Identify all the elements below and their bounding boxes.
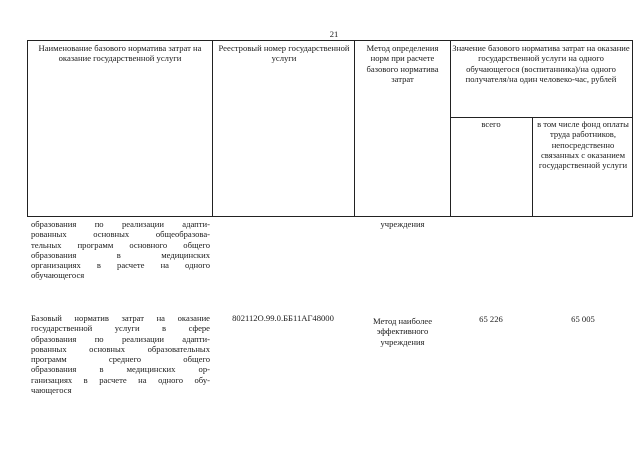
row-1-name-line: образования по реализации адапти- bbox=[31, 219, 210, 229]
table-top-border bbox=[27, 40, 633, 41]
row-1-name-line: тельных программ основного общего bbox=[31, 239, 210, 250]
header-name-cell bbox=[30, 43, 210, 64]
column-divider-1 bbox=[212, 40, 213, 217]
subheader-divider bbox=[450, 117, 633, 118]
row-2-method-line: эффективного bbox=[376, 326, 429, 337]
header-registry-cell bbox=[218, 43, 350, 64]
row-1-name-line: образования в медицинских bbox=[31, 249, 210, 260]
row-2-name-line: государственной услуги в сфере bbox=[31, 323, 210, 334]
table-left-border bbox=[27, 40, 28, 217]
header-method-text: Метод определения норм при расчете базового норматива затрат bbox=[366, 43, 439, 84]
row-1-name-line: рованных основных общеобразова- bbox=[31, 229, 210, 240]
page-number: 21 bbox=[329, 29, 339, 39]
column-divider-3 bbox=[450, 40, 451, 217]
row-2-name-line: Базовый норматив затрат на оказание bbox=[31, 313, 210, 323]
row-2-name-line: ганизациях в расчете на одного обу- bbox=[31, 374, 210, 385]
header-value-text: Значение базового норматива затрат на оказание государственной услуги на одного обучающегося (воспитанника)/на одного получателя/на один человеко-час, рублей bbox=[452, 43, 630, 84]
row-2-registry-number: 802112О.99.0.ББ11АГ48000 bbox=[232, 313, 334, 323]
row-2-name-line: программ среднего общего bbox=[31, 354, 210, 365]
header-fund-cell bbox=[536, 119, 630, 170]
table-bottom-border bbox=[27, 216, 633, 217]
row-2-name-line: образования по реализации адапти- bbox=[31, 333, 210, 344]
row-1-name-line: организациях в расчете на одного bbox=[31, 260, 210, 271]
column-divider-2 bbox=[354, 40, 355, 217]
header-value-cell bbox=[452, 43, 630, 84]
header-fund-text: в том числе фонд оплаты труда работников, непосредственно связанных с оказанием государственной услуги bbox=[537, 119, 629, 171]
header-registry-text: Реестровый номер государственной услуги bbox=[218, 43, 350, 64]
row-1-method-line: учреждения bbox=[380, 219, 425, 229]
row-2-fund-cell bbox=[536, 314, 630, 324]
row-2-name-line: рованных основных образовательных bbox=[31, 343, 210, 354]
row-2-name-cell bbox=[31, 313, 210, 395]
row-2-method-cell bbox=[357, 316, 448, 347]
column-divider-4 bbox=[532, 117, 533, 217]
row-2-name-line: образования в медицинских ор- bbox=[31, 364, 210, 375]
row-1-name-cell bbox=[31, 219, 210, 281]
row-2-registry-cell bbox=[212, 313, 354, 323]
row-1-name-line: обучающегося bbox=[31, 270, 85, 281]
header-method-cell bbox=[357, 43, 448, 84]
row-2-method-line: учреждения bbox=[380, 336, 425, 347]
row-2-total-value: 65 226 bbox=[479, 314, 503, 324]
row-2-method-line: Метод наиболее bbox=[372, 316, 433, 326]
row-1-method-cell bbox=[357, 219, 448, 229]
row-2-fund-value: 65 005 bbox=[571, 314, 595, 324]
table-right-border bbox=[632, 40, 633, 217]
row-2-total-cell bbox=[452, 314, 530, 324]
row-2-name-line: чающегося bbox=[31, 385, 72, 396]
header-total-cell bbox=[452, 119, 530, 129]
header-name-text: Наименование базового норматива затрат на оказание государственной услуги bbox=[38, 43, 202, 64]
header-total-text: всего bbox=[481, 119, 501, 129]
